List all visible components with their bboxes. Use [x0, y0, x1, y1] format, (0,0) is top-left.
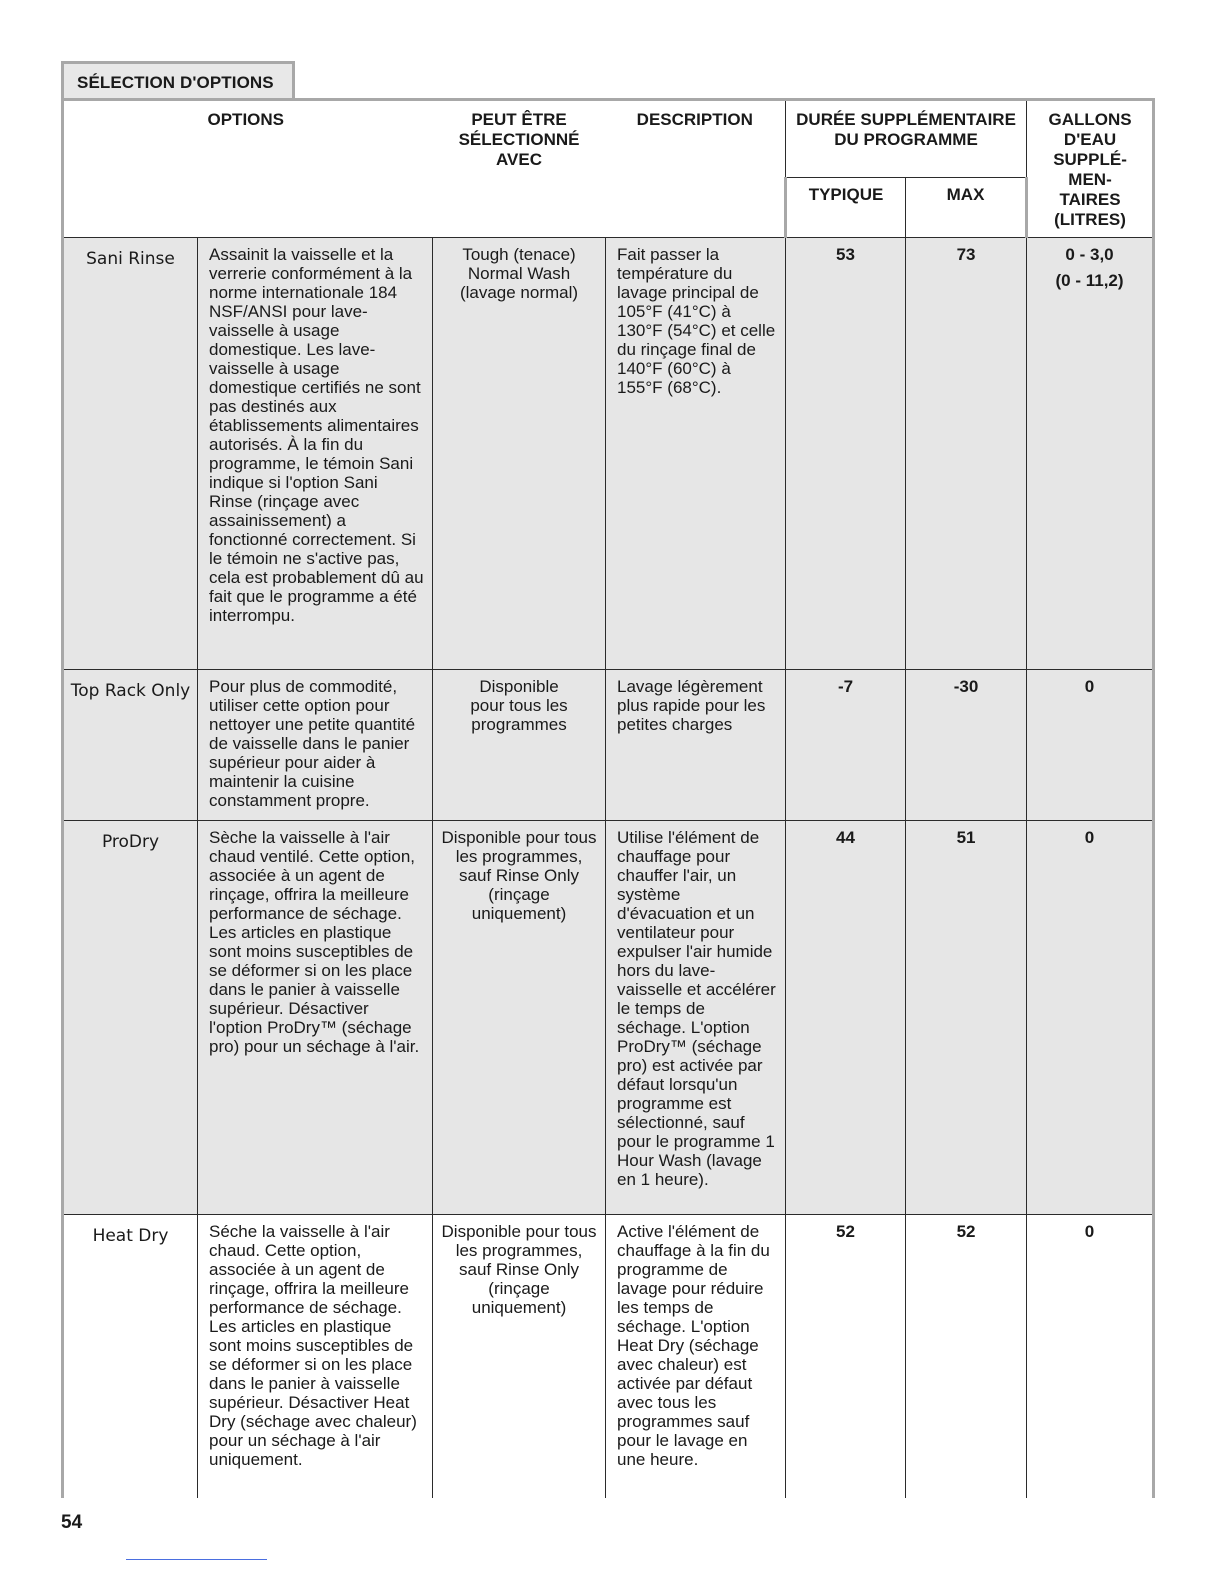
extra-water	[1027, 238, 1154, 670]
typical-time: 52	[786, 1215, 906, 1498]
table-row	[63, 238, 1154, 670]
option-text: Assainit la vaisselle et la verrerie conformément à la norme internationale 184 NSF/ANSI pour lave-vaisselle à usage domestique. Les lave-vaisselle à usage domestique certifiés ne sont pas destinés aux établissements alimentaires autorisés. À la fin du programme, le témoin Sani indique si l'option Sani Rinse (rinçage avec assainissement) a fonctionné correctement. Si le témoin ne s'active pas, cela est probablement dû au fait que le programme a été interrompu.	[198, 238, 433, 670]
option-name: ProDry	[63, 821, 198, 1215]
table-row	[63, 670, 1154, 821]
typical-time: 44	[786, 821, 906, 1215]
header-water: GALLONS D'EAU SUPPLÉ- MEN- TAIRES (LITRES)	[1027, 100, 1154, 238]
option-text: Sèche la vaisselle à l'air chaud ventilé. Cette option, associée à un agent de rinçage, offrira la meilleure performance de séchage. Les articles en plastique sont moins susceptibles de se déformer si on les place dans le panier à vaisselle supérieur. Désactiver l'option ProDry™ (séchage pro) pour un séchage à l'air.	[198, 821, 433, 1215]
max-time: 51	[906, 821, 1027, 1215]
selectable-with: Disponible pour tous les programmes	[433, 670, 606, 821]
option-name: Top Rack Only	[63, 670, 198, 821]
header-typical: TYPIQUE	[786, 178, 906, 238]
header-description: DESCRIPTION	[606, 100, 786, 238]
water-liters: (0 - 11,2)	[1055, 271, 1124, 290]
description: Lavage légèrement plus rapide pour les petites charges	[606, 670, 786, 821]
extra-water: 0	[1027, 1215, 1154, 1498]
header-max: MAX	[906, 178, 1027, 238]
extra-water: 0	[1027, 821, 1154, 1215]
options-table	[61, 98, 1155, 1498]
header-extra-time: DURÉE SUPPLÉMENTAIRE DU PROGRAMME	[786, 100, 1027, 178]
max-time: 73	[906, 238, 1027, 670]
selectable-with: Tough (tenace) Normal Wash (lavage normal)	[433, 238, 606, 670]
option-text: Séche la vaisselle à l'air chaud. Cette option, associée à un agent de rinçage, offrira la meilleure performance de séchage. Les articles en plastique sont moins susceptibles de se déformer si on les place dans le panier à vaisselle supérieur. Désactiver Heat Dry (séchage avec chaleur) pour un séchage à l'air uniquement.	[198, 1215, 433, 1498]
selectable-with: Disponible pour tous les programmes, sauf Rinse Only (rinçage uniquement)	[433, 1215, 606, 1498]
option-name: Sani Rinse	[63, 238, 198, 670]
description: Active l'élément de chauffage à la fin du programme de lavage pour réduire les temps de séchage. L'option Heat Dry (séchage avec chaleur) est activée par défaut avec tous les programmes sauf pour le lavage en une heure.	[606, 1215, 786, 1498]
section-tab: SÉLECTION D'OPTIONS	[61, 61, 295, 99]
typical-time: 53	[786, 238, 906, 670]
selectable-with: Disponible pour tous les programmes, sauf Rinse Only (rinçage uniquement)	[433, 821, 606, 1215]
option-name: Heat Dry	[63, 1215, 198, 1498]
table-row	[63, 821, 1154, 1215]
max-time: 52	[906, 1215, 1027, 1498]
link-underline	[126, 1559, 267, 1560]
header-selectable-with: PEUT ÊTRE SÉLECTIONNÉ AVEC	[433, 100, 606, 238]
extra-water: 0	[1027, 670, 1154, 821]
header-options: OPTIONS	[63, 100, 433, 238]
typical-time: -7	[786, 670, 906, 821]
max-time: -30	[906, 670, 1027, 821]
table-row	[63, 1215, 1154, 1498]
water-gallons: 0 - 3,0	[1065, 245, 1114, 264]
description: Fait passer la température du lavage principal de 105°F (41°C) à 130°F (54°C) et celle du rinçage final de 140°F (60°C) à 155°F (68°C).	[606, 238, 786, 670]
description: Utilise l'élément de chauffage pour chauffer l'air, un système d'évacuation et un ventilateur pour expulser l'air humide hors du lave-vaisselle et accélérer le temps de séchage. L'option ProDry™ (séchage pro) est activée par défaut lorsqu'un programme est sélectionné, sauf pour le programme 1 Hour Wash (lavage en 1 heure).	[606, 821, 786, 1215]
option-text: Pour plus de commodité, utiliser cette option pour nettoyer une petite quantité de vaisselle dans le panier supérieur pour aider à maintenir la cuisine constamment propre.	[198, 670, 433, 821]
page-number: 54	[61, 1512, 83, 1533]
